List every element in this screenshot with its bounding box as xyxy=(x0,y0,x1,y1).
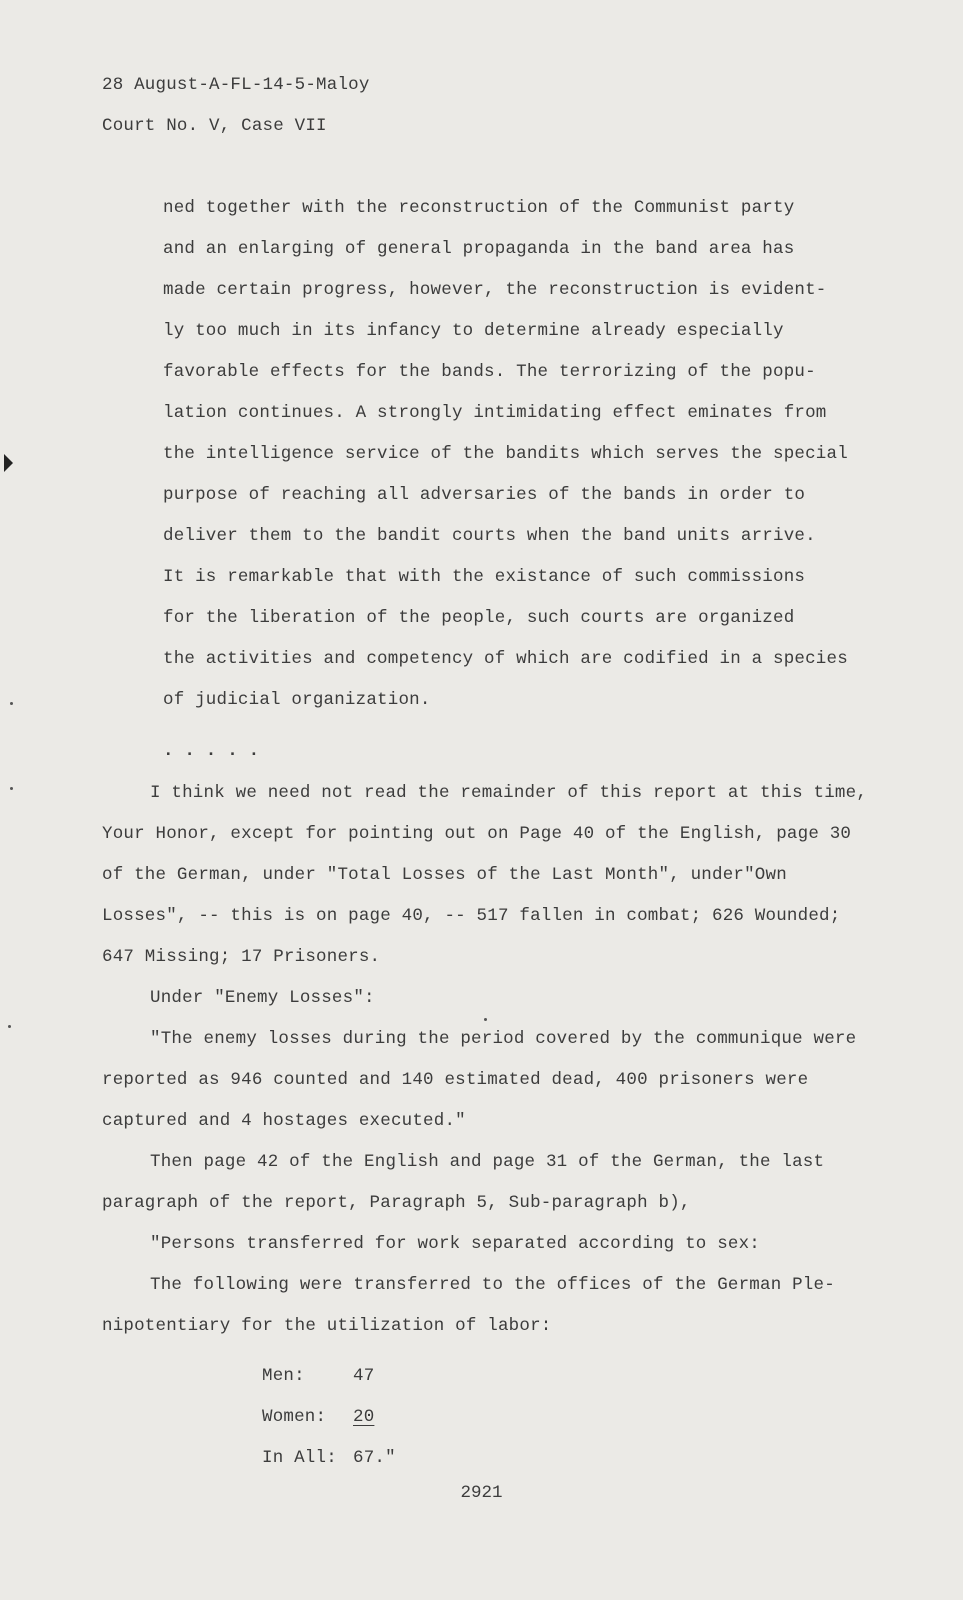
labor-label-total: In All: xyxy=(262,1448,337,1468)
margin-dot xyxy=(10,702,13,705)
labor-value-women: 20 xyxy=(353,1407,375,1427)
testimony-line: Your Honor, except for pointing out on Page 40 of the English, page 30 xyxy=(102,824,852,844)
testimony-line: "Persons transferred for work separated according to sex: xyxy=(150,1234,760,1254)
report-line: for the liberation of the people, such courts are organized xyxy=(163,608,795,628)
report-line: deliver them to the bandit courts when the band units arrive. xyxy=(163,526,816,546)
report-line: the activities and competency of which are codified in a species xyxy=(163,649,848,669)
stray-dot xyxy=(484,1018,487,1021)
labor-value-men: 47 xyxy=(353,1366,375,1386)
testimony-line: Losses", -- this is on page 40, -- 517 fallen in combat; 626 Wounded; xyxy=(102,906,841,926)
testimony-line: reported as 946 counted and 140 estimated dead, 400 prisoners were xyxy=(102,1070,809,1090)
labor-value-total: 67." xyxy=(353,1448,396,1468)
margin-dot xyxy=(10,787,13,790)
report-line: It is remarkable that with the existance of such commissions xyxy=(163,567,806,587)
page-number: 2921 xyxy=(460,1483,503,1503)
report-line: the intelligence service of the bandits which serves the special xyxy=(163,444,848,464)
ellipsis-separator: . . . . . xyxy=(163,741,260,761)
testimony-line: nipotentiary for the utilization of labor: xyxy=(102,1316,552,1336)
testimony-line: paragraph of the report, Paragraph 5, Sub-paragraph b), xyxy=(102,1193,691,1213)
testimony-line: 647 Missing; 17 Prisoners. xyxy=(102,947,381,967)
report-line: ned together with the reconstruction of the Communist party xyxy=(163,198,795,218)
report-line: lation continues. A strongly intimidating effect eminates from xyxy=(163,403,827,423)
testimony-line: captured and 4 hostages executed." xyxy=(102,1111,466,1131)
margin-dot xyxy=(8,1025,11,1028)
report-line: favorable effects for the bands. The terrorizing of the popu- xyxy=(163,362,816,382)
testimony-line: of the German, under "Total Losses of the Last Month", under"Own xyxy=(102,865,787,885)
report-line: of judicial organization. xyxy=(163,690,431,710)
labor-label-women: Women: xyxy=(262,1407,327,1427)
testimony-line: The following were transferred to the offices of the German Ple- xyxy=(150,1275,835,1295)
report-line: purpose of reaching all adversaries of the bands in order to xyxy=(163,485,806,505)
margin-arrow-mark xyxy=(4,454,13,472)
report-line: and an enlarging of general propaganda in the band area has xyxy=(163,239,795,259)
testimony-line: "The enemy losses during the period covered by the communique were xyxy=(150,1029,857,1049)
labor-label-men: Men: xyxy=(262,1366,305,1386)
testimony-line: Under "Enemy Losses": xyxy=(150,988,375,1008)
header-transcript-id: 28 August-A-FL-14-5-Maloy xyxy=(102,75,370,95)
header-court-case: Court No. V, Case VII xyxy=(102,116,327,136)
report-line: made certain progress, however, the reconstruction is evident- xyxy=(163,280,827,300)
report-line: ly too much in its infancy to determine already especially xyxy=(163,321,784,341)
testimony-line: I think we need not read the remainder of this report at this time, xyxy=(150,783,868,803)
testimony-line: Then page 42 of the English and page 31 of the German, the last xyxy=(150,1152,825,1172)
